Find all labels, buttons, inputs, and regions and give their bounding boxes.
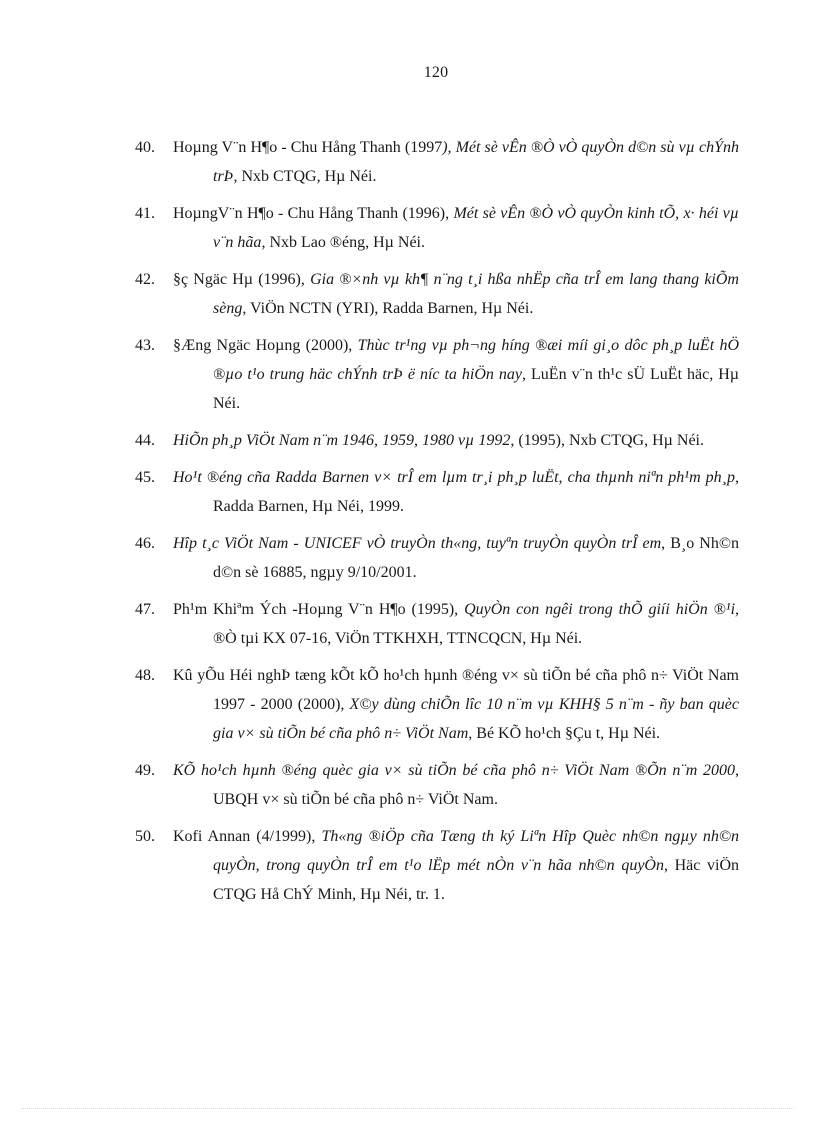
reference-text [173,205,739,251]
reference-title: Gia ®×nh vµ kh¶ n¨ng t¸i hßa nhËp cña trÎ em lang thang kiÕm sèng [213,271,739,317]
reference-detail: , LuËn v¨n th¹c sÜ LuËt häc, Hµ Néi. [213,366,739,412]
reference-number: 44. [135,432,155,449]
reference-detail: , ®Ò tµi KX 07-16, ViÖn TTKHXH, TTNCQCN, Hµ Néi. [213,601,740,647]
reference-item [0,661,816,748]
reference-title: HiÕn ph¸p ViÖt Nam n¨m 1946, 1959, 1980 vµ 1992 [173,432,511,449]
reference-text [173,667,739,742]
reference-text [173,469,739,515]
reference-title: Mét sè vÊn ®Ò vÒ quyÒn kinh tÕ, x· héi vµ v¨n hãa [213,205,740,251]
reference-detail: , Nxb Lao ®éng, Hµ Néi. [261,234,425,251]
reference-title: X©y dùng chiÕn lîc 10 n¨m vµ KHH§ 5 n¨m - ñy ban quèc gia v× sù tiÕn bé cña phô n÷ ViÖt Nam [213,696,739,742]
reference-detail: Kû yÕu Héi nghÞ tæng kÕt kÕ ho¹ch hµnh ®éng v× sù tiÕn bé cña phô n÷ ViÖt Nam 1997 - 2000 (2000), [173,667,739,713]
reference-detail: §ç Ngäc Hµ (1996), [173,271,311,288]
reference-number: 48. [135,667,155,684]
reference-detail: §Æng Ngäc Hoµng (2000), [173,337,358,354]
reference-text [173,601,739,647]
reference-title: ), Mét sè vÊn ®Ò vÒ quyÒn d©n sù vµ chÝnh trÞ [213,139,739,185]
reference-text [173,271,739,317]
reference-detail: , Bé KÕ ho¹ch §Çu t, Hµ Néi. [468,725,661,742]
reference-text [173,535,739,581]
reference-item [0,265,816,323]
reference-item [0,822,816,909]
reference-number: 47. [135,601,155,618]
reference-detail: Kofi Annan (4/1999), [173,828,322,845]
reference-number: 49. [135,762,155,779]
reference-title: QuyÒn con ngêi trong thÕ giíi hiÖn ®¹i [464,601,736,618]
reference-number: 41. [135,205,155,222]
reference-detail: , UBQH v× sù tiÕn bé cña phô n÷ ViÖt Nam. [213,762,739,808]
reference-detail: , ViÖn NCTN (YRI), Radda Barnen, Hµ Néi. [242,300,534,317]
reference-item [0,595,816,653]
reference-item [0,529,816,587]
reference-title: Hîp t¸c ViÖt Nam - UNICEF vÒ truyÒn th«ng, tuyªn truyÒn quyÒn trÎ em [173,535,662,552]
reference-number: 42. [135,271,155,288]
reference-detail: , (1995), Nxb CTQG, Hµ Néi. [510,432,704,449]
reference-list [0,133,816,917]
reference-detail: , B¸o Nh©n d©n sè 16885, ngµy 9/10/2001. [213,535,740,581]
reference-item [0,426,816,455]
reference-item [0,331,816,418]
reference-text [173,762,739,808]
page-number: 120 [423,64,449,81]
reference-number: 45. [135,469,155,486]
reference-item [0,133,816,191]
reference-text [173,432,704,449]
reference-detail: Ph¹m Khiªm Ých -Hoµng V¨n H¶o (1995), [173,601,465,618]
reference-number: 40. [135,139,155,156]
reference-number: 46. [135,535,155,552]
reference-title: KÕ ho¹ch hµnh ®éng quèc gia v× sù tiÕn bé cña phô n÷ ViÖt Nam ®Õn n¨m 2000 [173,762,735,779]
reference-detail: HoµngV¨n H¶o - Chu Hång Thanh (1996), [173,205,454,222]
reference-number: 43. [135,337,155,354]
reference-text [173,828,739,903]
reference-item [0,756,816,814]
reference-title: Ho¹t ®éng cña Radda Barnen v× trÎ em lµm tr¸i ph¸p luËt, cha thµnh niªn ph¹m ph¸p [173,469,735,486]
reference-detail: , Nxb CTQG, Hµ Néi. [233,168,377,185]
reference-number: 50. [135,828,155,845]
reference-title: Thùc tr¹ng vµ ph¬ng híng ®æi míi gi¸o dôc ph¸p luËt hÖ ®µo t¹o trung häc chÝnh trÞ ë níc ta hiÖn nay [213,337,739,383]
reference-text [173,337,739,412]
reference-detail: , Häc viÖn CTQG Hå ChÝ Minh, Hµ Néi, tr. 1. [213,857,740,903]
reference-text [173,139,739,185]
reference-detail: , Radda Barnen, Hµ Néi, 1999. [213,469,739,515]
reference-item [0,199,816,257]
reference-item [0,463,816,521]
page-bottom-divider [22,1108,794,1109]
reference-title: Th«ng ®iÖp cña Tæng th ký Liªn Hîp Quèc nh©n ngµy nh©n quyÒn, trong quyÒn trÎ em t¹o lËp mét nÒn v¨n hãa nh©n quyÒn [213,828,740,874]
reference-detail: Hoµng V¨n H¶o - Chu Hång Thanh (1997 [173,139,443,156]
